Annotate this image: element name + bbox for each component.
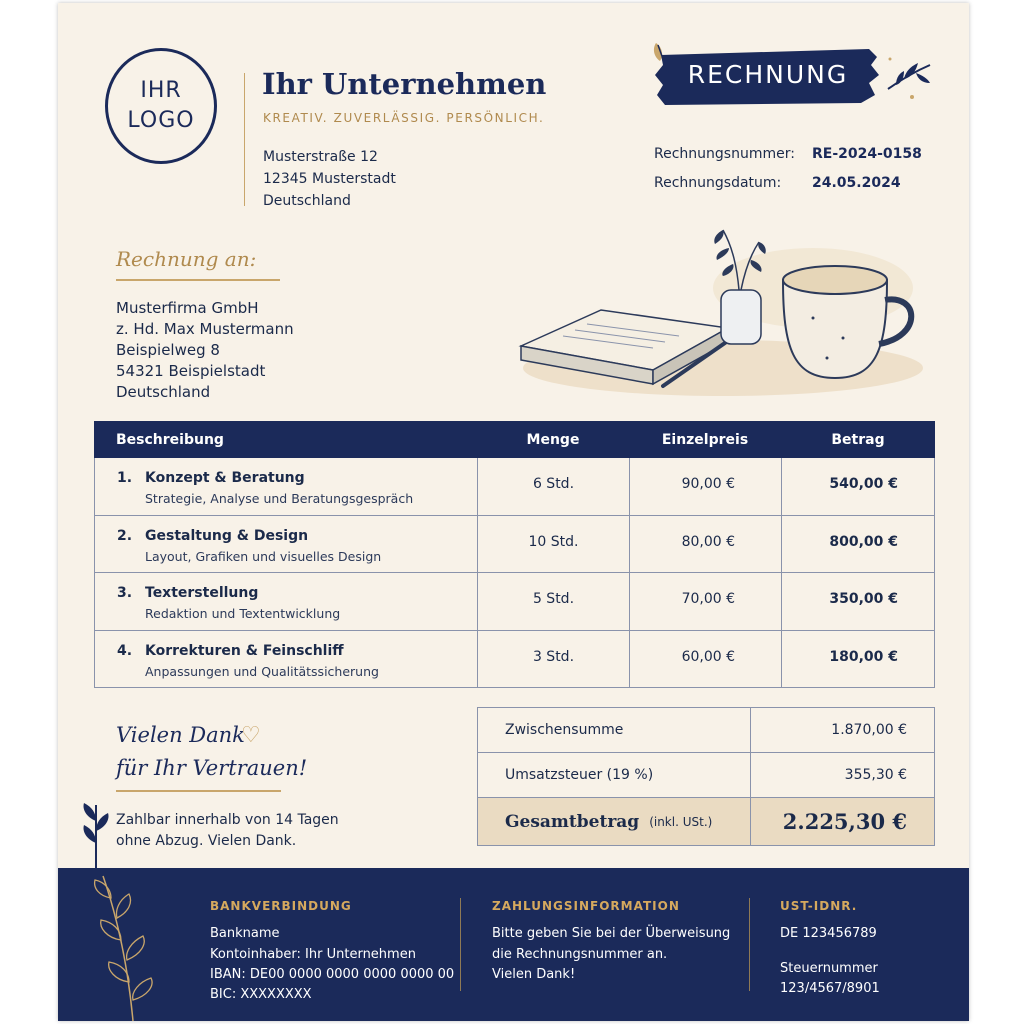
row-amount: 180,00 € <box>829 648 898 665</box>
row-number: 2. <box>117 527 133 544</box>
invoice-date-value: 24.05.2024 <box>812 175 901 191</box>
table-row <box>94 631 935 689</box>
payment-info-line: Vielen Dank! <box>492 966 576 982</box>
payment-info-title: ZAHLUNGSINFORMATION <box>492 899 680 913</box>
bank-details-line: IBAN: DE00 0000 0000 0000 0000 00 <box>210 966 455 982</box>
thank-you-line2: für Ihr Vertrauen! <box>116 756 308 780</box>
row-item-name: Gestaltung & Design <box>145 527 309 544</box>
row-unit-price: 60,00 € <box>630 631 782 688</box>
tax-number-label: Steuernummer <box>780 960 878 976</box>
bank-details-line: Bankname <box>210 926 280 942</box>
row-description-cell <box>95 631 478 688</box>
row-description-cell <box>95 516 478 573</box>
invoice-number-label: Rechnungsnummer: <box>654 146 795 162</box>
col-header-quantity: Menge <box>526 431 580 448</box>
recipient-line: 54321 Beispielstadt <box>116 362 266 380</box>
tax-row <box>478 753 934 798</box>
book-cup-illustration <box>483 218 928 408</box>
row-item-detail: Strategie, Analyse und Beratungsgespräch <box>145 491 414 506</box>
recipient-line: Beispielweg 8 <box>116 341 220 359</box>
table-row <box>94 458 935 516</box>
header-divider <box>244 73 245 206</box>
totals-box <box>477 707 935 846</box>
bank-details <box>210 896 454 1005</box>
grand-total-label-cell <box>478 798 751 845</box>
grand-total-row <box>478 798 934 845</box>
row-number: 1. <box>117 470 133 486</box>
line-items-table <box>94 421 935 688</box>
recipient-line: z. Hd. Max Mustermann <box>116 320 294 338</box>
row-quantity: 5 Std. <box>478 573 630 630</box>
invoice-page <box>58 3 969 1021</box>
recipient-address <box>116 298 294 403</box>
tax-ids <box>780 896 880 999</box>
gold-branch-icon <box>73 868 193 1021</box>
recipient-line: Musterfirma GmbH <box>116 299 259 317</box>
tax-value: 355,30 € <box>844 767 907 783</box>
footer-divider <box>749 898 750 991</box>
row-unit-price: 80,00 € <box>630 516 782 573</box>
recipient-line: Deutschland <box>116 383 211 401</box>
subtotal-row <box>478 708 934 753</box>
row-number: 3. <box>117 585 133 601</box>
col-header-description: Beschreibung <box>116 431 224 448</box>
row-item-detail: Layout, Grafiken und visuelles Design <box>145 548 382 564</box>
row-amount: 540,00 € <box>829 476 898 492</box>
payment-info-line: die Rechnungsnummer an. <box>492 946 668 962</box>
invoice-date-label: Rechnungsdatum: <box>654 175 782 191</box>
vat-id-title: UST-IDNR. <box>780 899 858 913</box>
sprig-icon <box>76 801 116 871</box>
leaf-icon <box>648 39 682 79</box>
table-row <box>94 573 935 631</box>
row-unit-price: 70,00 € <box>630 573 782 630</box>
col-header-amount: Betrag <box>831 431 885 448</box>
invoice-number-value: RE-2024-0158 <box>812 146 922 162</box>
company-address <box>263 146 396 212</box>
row-item-name: Texterstellung <box>145 585 259 601</box>
vat-id-value: DE 123456789 <box>780 926 877 942</box>
row-amount: 800,00 € <box>829 533 898 550</box>
logo-placeholder <box>105 48 217 164</box>
heart-icon: ♡ <box>241 723 261 748</box>
tax-label: Umsatzsteuer (19 %) <box>478 753 751 797</box>
logo-line2: LOGO <box>127 108 195 133</box>
thank-you-underline <box>116 790 281 792</box>
row-quantity: 6 Std. <box>478 458 630 515</box>
row-item-name: Korrekturen & Feinschliff <box>145 642 344 659</box>
company-address-line: Musterstraße 12 <box>263 149 378 165</box>
row-number: 4. <box>117 642 133 659</box>
row-item-detail: Anpassungen und Qualitätssicherung <box>145 663 379 679</box>
bank-details-line: BIC: XXXXXXXX <box>210 987 312 1003</box>
bank-details-title: BANKVERBINDUNG <box>210 899 352 913</box>
company-address-line: 12345 Musterstadt <box>263 171 396 187</box>
thank-you-line1: Vielen Dank <box>116 723 245 747</box>
invoice-meta <box>654 146 922 204</box>
row-description-cell <box>95 573 478 630</box>
payment-terms-line: Zahlbar innerhalb von 14 Tagen <box>116 812 339 828</box>
row-quantity: 3 Std. <box>478 631 630 688</box>
leaf-branch-icon <box>884 49 936 105</box>
footer-divider <box>460 898 461 991</box>
subtotal-value: 1.870,00 € <box>831 722 907 738</box>
payment-terms-line: ohne Abzug. Vielen Dank. <box>116 833 297 849</box>
row-item-name: Konzept & Beratung <box>145 470 305 486</box>
row-item-detail: Redaktion und Textentwicklung <box>145 606 341 621</box>
subtotal-label: Zwischensumme <box>478 708 751 752</box>
bank-details-line: Kontoinhaber: Ihr Unternehmen <box>210 946 416 962</box>
grand-total-value: 2.225,30 € <box>782 809 907 834</box>
row-unit-price: 90,00 € <box>630 458 782 515</box>
company-slogan: KREATIV. ZUVERLÄSSIG. PERSÖNLICH. <box>263 111 545 125</box>
grand-total-note: (inkl. USt.) <box>649 814 713 829</box>
payment-terms <box>116 810 339 852</box>
table-row <box>94 516 935 574</box>
document-title: RECHNUNG <box>687 60 849 89</box>
row-quantity: 10 Std. <box>478 516 630 573</box>
footer <box>58 868 969 1021</box>
recipient-underline <box>116 279 280 281</box>
payment-info <box>492 896 730 985</box>
logo-line1: IHR <box>140 78 182 103</box>
tax-number-value: 123/4567/8901 <box>780 980 880 996</box>
company-address-line: Deutschland <box>263 193 351 209</box>
row-amount: 350,00 € <box>829 591 898 607</box>
company-name: Ihr Unternehmen <box>262 67 547 101</box>
recipient-title: Rechnung an: <box>116 247 257 271</box>
thank-you-note <box>116 719 307 785</box>
payment-info-line: Bitte geben Sie bei der Überweisung <box>492 926 731 942</box>
table-header <box>94 421 935 458</box>
row-description-cell <box>95 458 478 515</box>
col-header-unit-price: Einzelpreis <box>661 431 749 448</box>
grand-total-label: Gesamtbetrag <box>505 811 640 832</box>
